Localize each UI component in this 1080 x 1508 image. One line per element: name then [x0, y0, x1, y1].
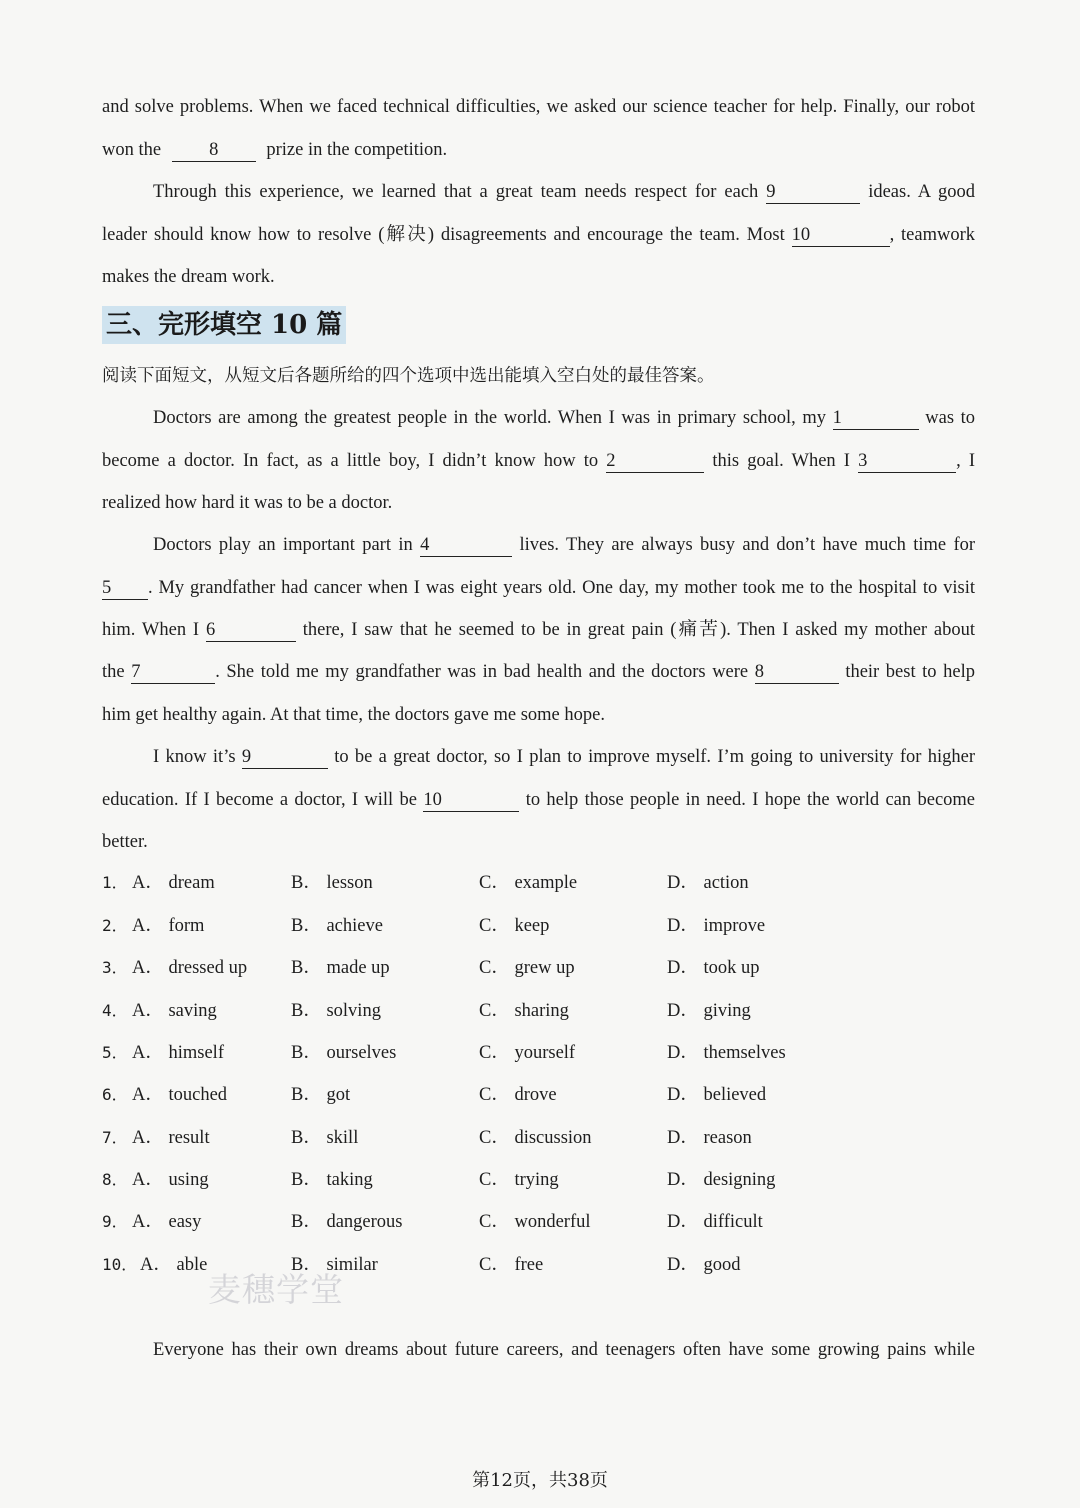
section-title: 三、完形填空 10 篇 — [102, 306, 346, 344]
answer-blank-8: 8 — [172, 140, 256, 162]
passage-blank-9: 9 — [242, 747, 328, 769]
passage-line: better. — [102, 832, 148, 852]
passage-line: Doctors play an important part in 4 lives. They are always busy and don’t have much time for — [153, 535, 976, 555]
option-c: C． keep — [479, 916, 550, 936]
passage-line: I know it’s 9 to be a great doctor, so I plan to improve myself. I’m going to university for higher — [153, 747, 976, 767]
answer-blank-9: 9 — [766, 182, 860, 204]
question-number: 1． — [102, 873, 128, 892]
option-c: C． trying — [479, 1170, 559, 1190]
option-a: A． form — [132, 916, 205, 936]
option-b: B． achieve — [291, 916, 383, 936]
option-d: D． giving — [667, 1001, 751, 1021]
prev-passage-line-2: won the 8 prize in the competition. — [102, 140, 448, 160]
option-b: B． similar — [291, 1255, 378, 1275]
prev-passage-line-1: and solve problems. When we faced technical difficulties, we asked our science teacher for help. Finally, our robot — [102, 97, 975, 117]
option-c: C． example — [479, 873, 578, 893]
option-a: A． dream — [132, 873, 215, 893]
option-d: D． improve — [667, 916, 766, 936]
passage-blank-8: 8 — [755, 662, 839, 684]
section-instruction: 阅读下面短文，从短文后各题所给的四个选项中选出能填入空白处的最佳答案。 — [102, 366, 715, 386]
passage-blank-1: 1 — [833, 408, 919, 430]
question-row-2 — [102, 913, 975, 939]
option-b: B． solving — [291, 1001, 381, 1021]
option-a: A． able — [140, 1255, 208, 1275]
passage-blank-4: 4 — [420, 535, 512, 557]
option-b: B． ourselves — [291, 1043, 397, 1063]
option-c: C． sharing — [479, 1001, 569, 1021]
option-b: B． made up — [291, 958, 390, 978]
question-row-3 — [102, 955, 975, 981]
option-a: A． dressed up — [132, 958, 248, 978]
passage-blank-3: 3 — [858, 451, 956, 473]
passage-line: Doctors are among the greatest people in the world. When I was in primary school, my 1 was to — [153, 408, 976, 428]
option-c: C． yourself — [479, 1043, 576, 1063]
option-d: D． took up — [667, 958, 760, 978]
question-number: 9． — [102, 1212, 128, 1231]
prev-passage-line-5: makes the dream work. — [102, 267, 275, 287]
option-a: A． himself — [132, 1043, 224, 1063]
option-a: A． result — [132, 1128, 210, 1148]
question-row-7 — [102, 1125, 975, 1151]
option-d: D． difficult — [667, 1212, 763, 1232]
question-number: 6． — [102, 1085, 128, 1104]
prev-passage-line-4: leader should know how to resolve (解决) disagreements and encourage the team. Most 10 , teamwork — [102, 225, 976, 245]
passage-blank-2: 2 — [606, 451, 704, 473]
option-b: B． skill — [291, 1128, 359, 1148]
option-c: C． wonderful — [479, 1212, 591, 1232]
question-row-1 — [102, 870, 975, 896]
passage-line: the 7 . She told me my grandfather was in bad health and the doctors were 8 their best to help — [102, 662, 975, 682]
passage-blank-5: 5 — [102, 578, 148, 600]
question-number: 7． — [102, 1128, 128, 1147]
option-d: D． good — [667, 1255, 741, 1275]
option-c: C． grew up — [479, 958, 575, 978]
passage-blank-7: 7 — [131, 662, 215, 684]
option-d: D． action — [667, 873, 749, 893]
option-b: B． dangerous — [291, 1212, 403, 1232]
next-passage-line-1: Everyone has their own dreams about future careers, and teenagers often have some growing pains while — [153, 1340, 975, 1360]
passage-line: him. When I 6 there, I saw that he seemed to be in great pain (痛苦). Then I asked my mother about — [102, 620, 976, 640]
question-row-6 — [102, 1082, 975, 1108]
answer-blank-10: 10 — [792, 225, 890, 247]
passage-line: become a doctor. In fact, as a little boy, I didn’t know how to 2 this goal. When I 3 , I — [102, 451, 976, 471]
page-number: 第12页，共38页 — [472, 1470, 608, 1491]
option-a: A． easy — [132, 1212, 202, 1232]
question-number: 4． — [102, 1001, 128, 1020]
option-b: B． lesson — [291, 873, 373, 893]
option-b: B． taking — [291, 1170, 373, 1190]
passage-line: realized how hard it was to be a doctor. — [102, 493, 393, 513]
question-number: 3． — [102, 958, 128, 977]
option-a: A． saving — [132, 1001, 217, 1021]
option-d: D． reason — [667, 1128, 752, 1148]
question-row-5 — [102, 1040, 975, 1066]
question-row-4 — [102, 998, 975, 1024]
prev-passage-line-3: Through this experience, we learned that a great team needs respect for each 9 ideas. A good — [153, 182, 976, 202]
question-number: 2． — [102, 916, 128, 935]
watermark: 麦穗学堂 — [208, 1270, 344, 1309]
option-a: A． touched — [132, 1085, 228, 1105]
passage-line: him get healthy again. At that time, the doctors gave me some hope. — [102, 705, 605, 725]
passage-blank-6: 6 — [206, 620, 296, 642]
option-d: D． designing — [667, 1170, 776, 1190]
option-d: D． themselves — [667, 1043, 786, 1063]
option-b: B． got — [291, 1085, 351, 1105]
question-number: 10． — [102, 1255, 138, 1274]
question-row-9 — [102, 1209, 975, 1235]
option-c: C． drove — [479, 1085, 557, 1105]
passage-blank-10: 10 — [423, 790, 519, 812]
question-number: 5． — [102, 1043, 128, 1062]
option-c: C． free — [479, 1255, 544, 1275]
question-number: 8． — [102, 1170, 128, 1189]
question-row-8 — [102, 1167, 975, 1193]
passage-line: education. If I become a doctor, I will be 10 to help those people in need. I hope the world can become — [102, 790, 976, 810]
passage-line: 5 . My grandfather had cancer when I was eight years old. One day, my mother took me to the hospital to visit — [102, 578, 975, 598]
option-d: D． believed — [667, 1085, 767, 1105]
option-a: A． using — [132, 1170, 209, 1190]
option-c: C． discussion — [479, 1128, 592, 1148]
